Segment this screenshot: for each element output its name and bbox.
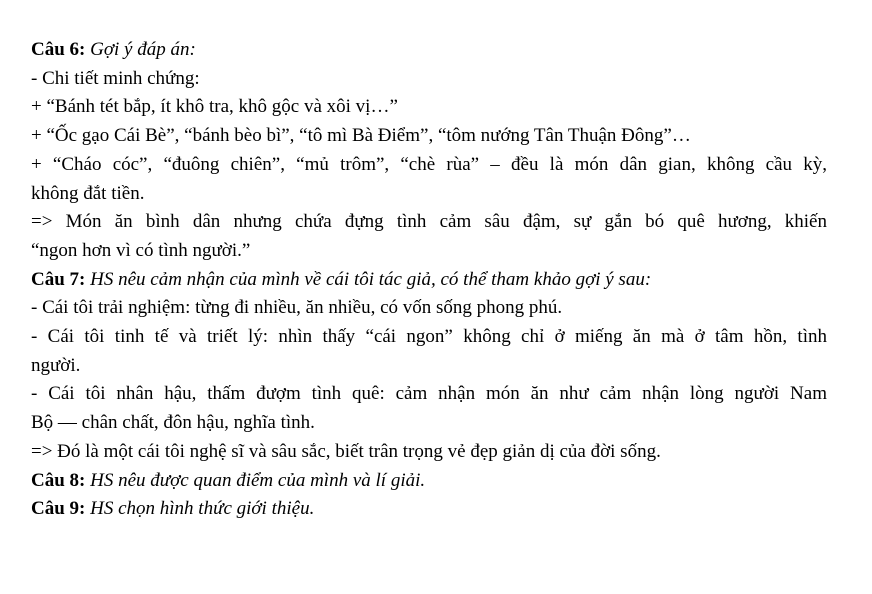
question-7-heading (31, 266, 827, 295)
question-6-conclusion-line-2: “ngon hơn vì có tình người.” (31, 239, 251, 261)
question-7-point-1: - Cái tôi trải nghiệm: từng đi nhiều, ăn nhiều, có vốn sống phong phú. (31, 297, 563, 319)
question-7-conclusion: => Đó là một cái tôi nghệ sĩ và sâu sắc, biết trân trọng vẻ đẹp giản dị của đời sống. (31, 440, 661, 462)
question-7-point-3-line-2: Bộ — chân chất, đôn hậu, nghĩa tình. (31, 412, 315, 434)
evidence-item-2: + “Ốc gạo Cái Bè”, “bánh bèo bì”, “tô mì Bà Điểm”, “tôm nướng Tân Thuận Đông”… (31, 125, 691, 147)
answer-key-document (31, 36, 827, 524)
question-7-label: Câu 7: (31, 268, 86, 290)
question-6-heading (31, 36, 827, 65)
question-9-label: Câu 9: (31, 498, 86, 520)
question-6-conclusion-line-1: => Món ăn bình dân nhưng chứa đựng tình cảm sâu đậm, sự gắn bó quê hương, khiến (31, 211, 827, 233)
evidence-item-1: + “Bánh tét bắp, ít khô tra, khô gộc và xôi vị…” (31, 96, 398, 118)
question-7-title: HS nêu cảm nhận của mình về cái tôi tác giả, có thể tham khảo gợi ý sau: (85, 268, 652, 290)
question-9-heading (31, 495, 827, 524)
question-9-title: HS chọn hình thức giới thiệu. (85, 498, 315, 520)
evidence-intro: - Chi tiết minh chứng: (31, 67, 200, 89)
question-8-heading (31, 467, 827, 496)
evidence-item-3-line-1: + “Cháo cóc”, “đuông chiên”, “mủ trôm”, “chè rùa” – đều là món dân gian, không cầu kỳ, (31, 153, 827, 175)
question-7-point-2-line-2: người. (31, 354, 81, 376)
question-6-title: Gợi ý đáp án: (85, 39, 196, 60)
question-7-point-3-line-1: - Cái tôi nhân hậu, thấm đượm tình quê: cảm nhận món ăn như cảm nhận lòng người Nam (31, 383, 827, 405)
evidence-item-3-line-2: không đắt tiền. (31, 182, 145, 204)
question-7-point-2-line-1: - Cái tôi tinh tế và triết lý: nhìn thấy “cái ngon” không chỉ ở miếng ăn mà ở tâm hồn, tình (31, 326, 827, 348)
question-8-title: HS nêu được quan điểm của mình và lí giải. (85, 469, 426, 491)
question-6-label: Câu 6: (31, 39, 86, 60)
question-8-label: Câu 8: (31, 469, 86, 491)
